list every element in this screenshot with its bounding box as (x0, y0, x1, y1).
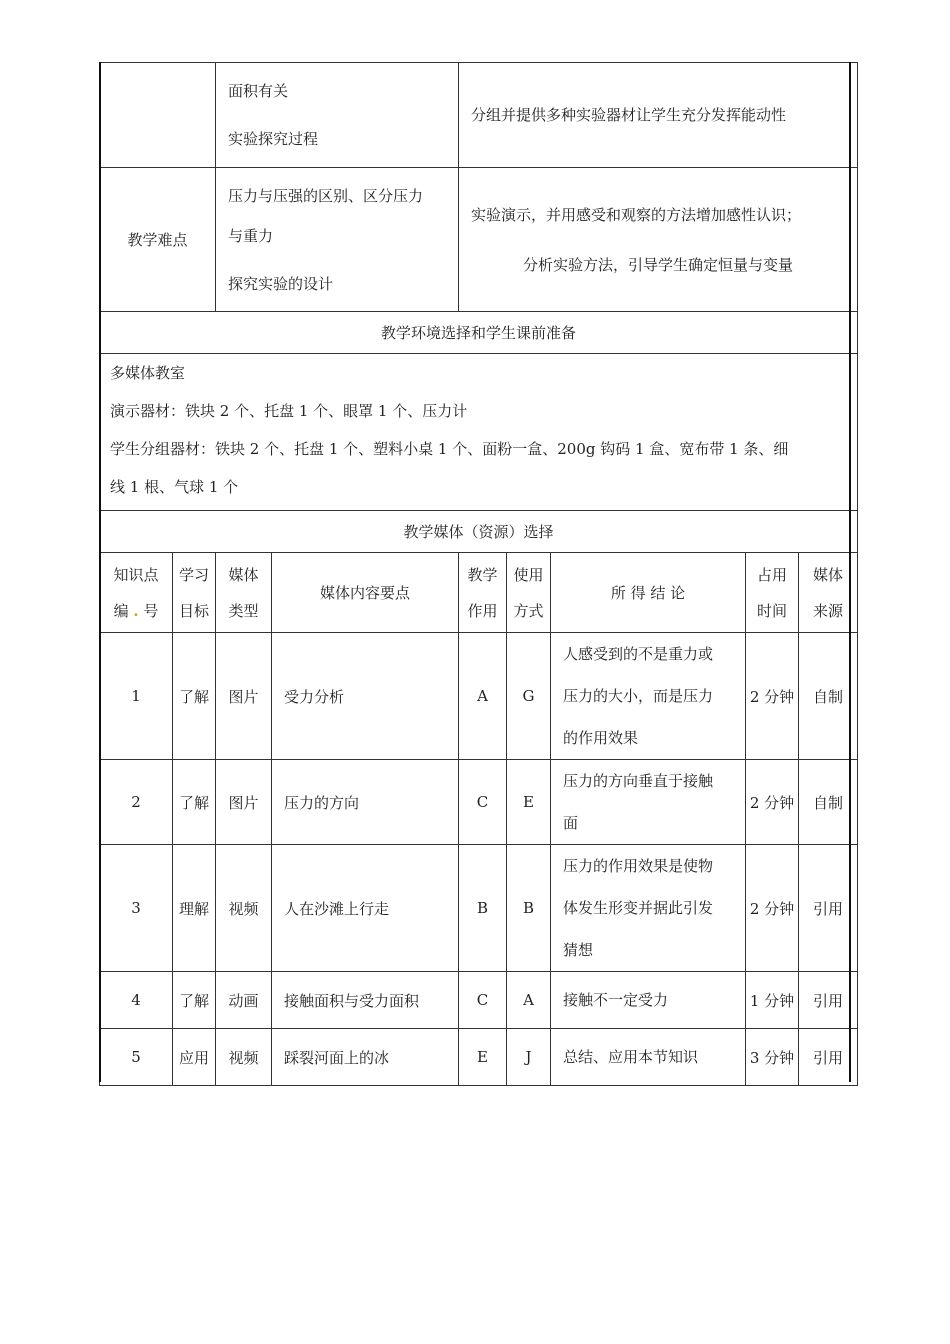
cell-num-text: 1 (131, 687, 141, 705)
cell-role (459, 972, 507, 1029)
cell-type (216, 760, 272, 845)
cell-role-text: C (476, 793, 489, 811)
cell-use-text: J (525, 1048, 532, 1066)
difficulty-content-line: 探究实验的设计 (228, 274, 334, 293)
cell-source-text: 自制 (813, 687, 844, 706)
cell-content-text: 受力分析 (284, 687, 345, 706)
header-use-line: 使用 (513, 565, 544, 584)
cell-goal-text: 理解 (178, 899, 209, 918)
table-row (100, 633, 858, 760)
cell-role (459, 1029, 507, 1086)
focus-method-cell (459, 63, 858, 168)
cell-num-text: 5 (131, 1048, 141, 1066)
header-conclusion (551, 553, 746, 633)
env-line: 多媒体教室 (110, 364, 186, 382)
cell-goal-text: 了解 (178, 991, 209, 1010)
header-num-line2 (100, 593, 172, 629)
header-type-line: 媒体 (228, 565, 259, 584)
cell-role-text: A (477, 687, 488, 705)
header-content-label: 媒体内容要点 (320, 584, 411, 602)
cell-conclusion (551, 972, 746, 1029)
focus-content-line: 面积有关 (228, 82, 289, 100)
media-title-cell (100, 511, 858, 553)
header-type-line: 类型 (228, 601, 259, 620)
env-section-title: 教学环境选择和学生课前准备 (381, 324, 577, 342)
cell-content (272, 972, 459, 1029)
cell-content-text: 踩裂河面上的冰 (284, 1048, 390, 1067)
cell-role (459, 845, 507, 972)
cell-use-text: G (522, 687, 535, 705)
cell-time-text: 1 分钟 (749, 991, 795, 1010)
cell-role-text: B (477, 899, 489, 917)
cell-use (507, 633, 551, 760)
header-content (272, 553, 459, 633)
cell-time (746, 972, 799, 1029)
lesson-plan-table (99, 62, 851, 1082)
difficulty-label: 教学难点 (127, 231, 188, 249)
header-conclusion-label: 所 得 结 论 (610, 584, 686, 602)
cell-goal (173, 633, 216, 760)
table-row (100, 760, 858, 845)
header-role-line: 作用 (467, 601, 498, 620)
difficulty-method-line: 实验演示，并用感受和观察的方法增加感性认识； (471, 205, 802, 224)
env-title-row (100, 312, 858, 354)
header-num-line1: 知识点 (113, 565, 159, 584)
cell-type-text: 图片 (228, 793, 259, 812)
cell-use (507, 760, 551, 845)
header-num (100, 553, 173, 633)
difficulty-row (100, 168, 858, 312)
cell-time-text: 2 分钟 (749, 793, 795, 812)
cell-use (507, 972, 551, 1029)
cell-content-text: 接触面积与受力面积 (284, 991, 420, 1010)
table-row (100, 1029, 858, 1086)
cell-source-text: 引用 (813, 1048, 844, 1067)
cell-goal (173, 1029, 216, 1086)
cell-goal (173, 760, 216, 845)
cell-content (272, 760, 459, 845)
cell-content (272, 845, 459, 972)
header-role-line: 教学 (467, 565, 498, 584)
header-num-part: 编 (113, 601, 129, 620)
cell-conclusion (551, 633, 746, 760)
cell-time (746, 760, 799, 845)
header-type (216, 553, 272, 633)
cell-type-text: 视频 (228, 1048, 259, 1067)
conclusion-line: 人感受到的不是重力或 (563, 645, 714, 663)
cell-conclusion (551, 760, 746, 845)
conclusion-line: 压力的大小，而是压力 (563, 687, 714, 705)
env-content-row (100, 354, 858, 511)
cell-use-text: A (523, 991, 534, 1009)
conclusion-line: 接触不一定受力 (563, 991, 669, 1009)
outer-border-right (849, 62, 851, 1082)
cell-time (746, 1029, 799, 1086)
conclusion-line: 猜想 (563, 941, 594, 959)
cell-use-text: B (523, 899, 535, 917)
media-section-title: 教学媒体（资源）选择 (403, 523, 554, 541)
cell-goal-text: 了解 (178, 687, 209, 706)
focus-method-text: 分组并提供多种实验器材让学生充分发挥能动性 (471, 106, 787, 124)
cell-time (746, 845, 799, 972)
cell-use-text: E (523, 793, 534, 811)
header-role (459, 553, 507, 633)
difficulty-method-line: 分析实验方法，引导学生确定恒量与变量 (523, 255, 794, 274)
cell-num (100, 972, 173, 1029)
cell-num (100, 633, 173, 760)
cell-type (216, 1029, 272, 1086)
table-row (100, 972, 858, 1029)
header-use-line: 方式 (513, 601, 544, 620)
header-source-line: 媒体 (813, 565, 844, 584)
difficulty-method-cell (459, 168, 858, 312)
media-header-row (100, 553, 858, 633)
header-goal (173, 553, 216, 633)
cell-goal-text: 了解 (178, 793, 209, 812)
dot-mark: . (133, 601, 139, 620)
cell-type (216, 845, 272, 972)
cell-time-text: 3 分钟 (749, 1048, 795, 1067)
cell-time-text: 2 分钟 (749, 899, 795, 918)
cell-role-text: C (476, 991, 489, 1009)
cell-content-text: 压力的方向 (284, 793, 360, 812)
cell-conclusion (551, 1029, 746, 1086)
cell-type (216, 972, 272, 1029)
main-table (99, 62, 858, 1086)
header-goal-line: 学习 (178, 565, 209, 584)
cell-num (100, 1029, 173, 1086)
table-row (100, 845, 858, 972)
cell-time-text: 2 分钟 (749, 687, 795, 706)
cell-goal (173, 972, 216, 1029)
cell-content (272, 633, 459, 760)
header-use (507, 553, 551, 633)
conclusion-line: 总结、应用本节知识 (563, 1048, 699, 1066)
header-num-part: 号 (143, 601, 159, 620)
difficulty-content-line: 与重力 (228, 226, 274, 245)
difficulty-content-cell (216, 168, 459, 312)
env-line: 线 1 根、气球 1 个 (110, 478, 239, 496)
media-title-row (100, 511, 858, 553)
cell-type-text: 图片 (228, 687, 259, 706)
cell-time (746, 633, 799, 760)
cell-type-text: 视频 (228, 899, 259, 918)
conclusion-line: 压力的作用效果是使物 (563, 857, 714, 875)
cell-goal-text: 应用 (178, 1048, 209, 1067)
header-goal-line: 目标 (178, 601, 209, 620)
cell-num-text: 4 (131, 991, 141, 1009)
cell-num-text: 3 (131, 899, 141, 917)
outer-border-left (99, 62, 101, 1082)
conclusion-line: 面 (563, 814, 579, 832)
env-title-cell (100, 312, 858, 354)
header-time-line: 时间 (757, 601, 788, 620)
conclusion-line: 的作用效果 (563, 729, 639, 747)
focus-content-line: 实验探究过程 (228, 130, 319, 148)
cell-source-text: 自制 (813, 793, 844, 812)
env-line: 演示器材：铁块 2 个、托盘 1 个、眼罩 1 个、压力计 (110, 402, 468, 420)
cell-type-text: 动画 (228, 991, 259, 1010)
cell-content-text: 人在沙滩上行走 (284, 899, 390, 918)
cell-goal (173, 845, 216, 972)
conclusion-line: 体发生形变并据此引发 (563, 899, 714, 917)
cell-num (100, 760, 173, 845)
conclusion-line: 压力的方向垂直于接触 (563, 772, 714, 790)
cell-role (459, 633, 507, 760)
header-time (746, 553, 799, 633)
header-source-line: 来源 (813, 601, 844, 620)
focus-label-cell (100, 63, 216, 168)
env-line: 学生分组器材：铁块 2 个、托盘 1 个、塑料小桌 1 个、面粉一盒、200g 钩码 1 盒、宽布带 1 条、细 (110, 440, 789, 458)
focus-row (100, 63, 858, 168)
media-rows (100, 633, 858, 1086)
cell-num (100, 845, 173, 972)
cell-num-text: 2 (131, 793, 141, 811)
difficulty-label-cell (100, 168, 216, 312)
cell-use (507, 1029, 551, 1086)
cell-role (459, 760, 507, 845)
env-content-cell (100, 354, 858, 511)
cell-conclusion (551, 845, 746, 972)
cell-use (507, 845, 551, 972)
header-time-line: 占用 (757, 565, 788, 584)
cell-source-text: 引用 (813, 899, 844, 918)
cell-type (216, 633, 272, 760)
cell-source-text: 引用 (813, 991, 844, 1010)
focus-content-cell (216, 63, 459, 168)
cell-content (272, 1029, 459, 1086)
cell-role-text: E (477, 1048, 488, 1066)
difficulty-content-line: 压力与压强的区别、区分压力 (228, 186, 424, 205)
